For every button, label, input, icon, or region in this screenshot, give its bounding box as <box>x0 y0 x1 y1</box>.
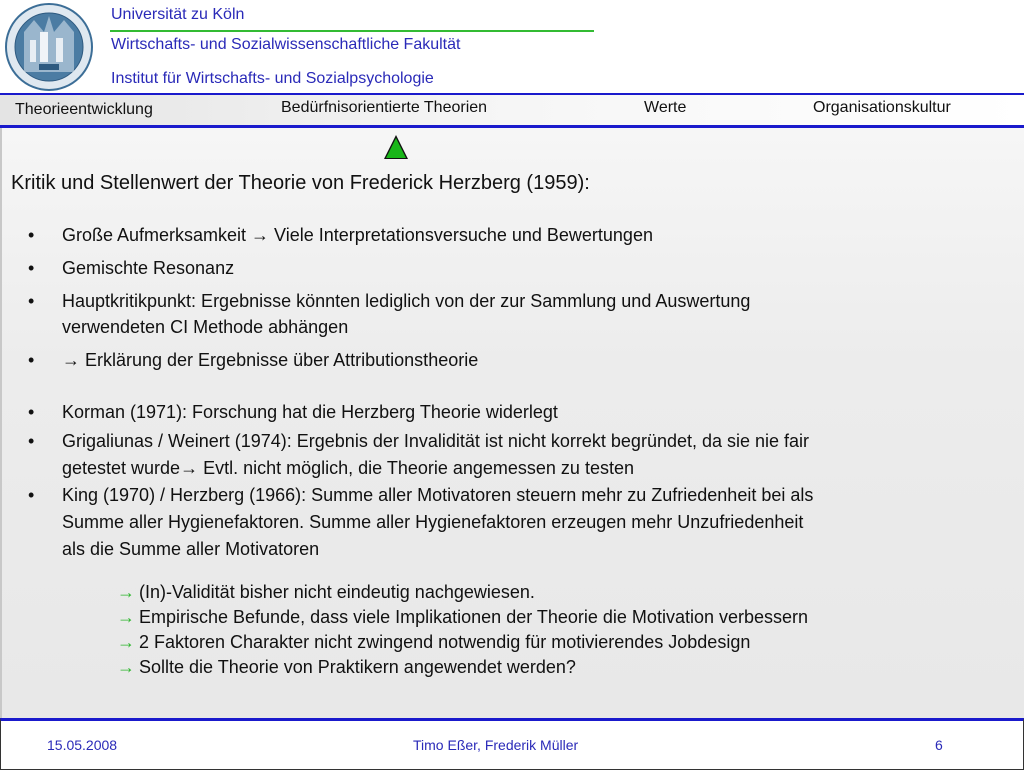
faculty-name: Wirtschafts- und Sozialwissenschaftliche Fakultät <box>111 36 461 53</box>
nav-item-organisationskultur[interactable]: Organisationskultur <box>813 99 951 116</box>
bullet-icon: • <box>28 291 35 311</box>
bullet-icon: • <box>28 258 35 278</box>
slide-footer <box>0 718 1024 770</box>
conclusion-item: → 2 Faktoren Charakter nicht zwingend notwendig für motivierendes Jobdesign <box>117 632 751 652</box>
nav-item-werte[interactable]: Werte <box>644 99 687 116</box>
green-arrow-right-icon: → <box>117 657 135 677</box>
green-arrow-right-icon: → <box>117 582 135 602</box>
bullet-icon: • <box>28 485 35 505</box>
green-arrow-right-icon: → <box>117 632 135 652</box>
slide-title: Kritik und Stellenwert der Theorie von Frederick Herzberg (1959): <box>11 172 590 194</box>
page-number: 6 <box>935 737 943 753</box>
topic-navigation <box>0 93 1024 128</box>
conclusion-item: → (In)-Validität bisher nicht eindeutig nachgewiesen. <box>117 582 535 602</box>
conclusion-item: → Sollte die Theorie von Praktikern angewendet werden? <box>117 657 576 677</box>
slide-header <box>0 0 1024 93</box>
university-name: Universität zu Köln <box>111 6 245 23</box>
bullet-icon: • <box>28 350 35 370</box>
footer-date: 15.05.2008 <box>47 737 118 753</box>
header-divider <box>110 30 594 32</box>
green-arrow-right-icon: → <box>117 607 135 627</box>
institute-name: Institut für Wirtschafts- und Sozialpsychologie <box>111 70 434 87</box>
conclusion-item: → Empirische Befunde, dass viele Implikationen der Theorie die Motivation verbessern <box>117 607 809 627</box>
footer-authors: Timo Eßer, Frederik Müller <box>413 737 579 753</box>
triangle-up-icon <box>386 138 406 158</box>
nav-item-theorieentwicklung[interactable]: Theorieentwicklung <box>15 101 153 118</box>
university-seal-icon <box>4 2 94 92</box>
nav-item-beduerfnisorientierte-theorien[interactable]: Bedürfnisorientierte Theorien <box>281 99 488 116</box>
bullet-icon: • <box>28 402 35 422</box>
bullet-icon: • <box>28 431 35 451</box>
bullet-icon: • <box>28 225 35 245</box>
